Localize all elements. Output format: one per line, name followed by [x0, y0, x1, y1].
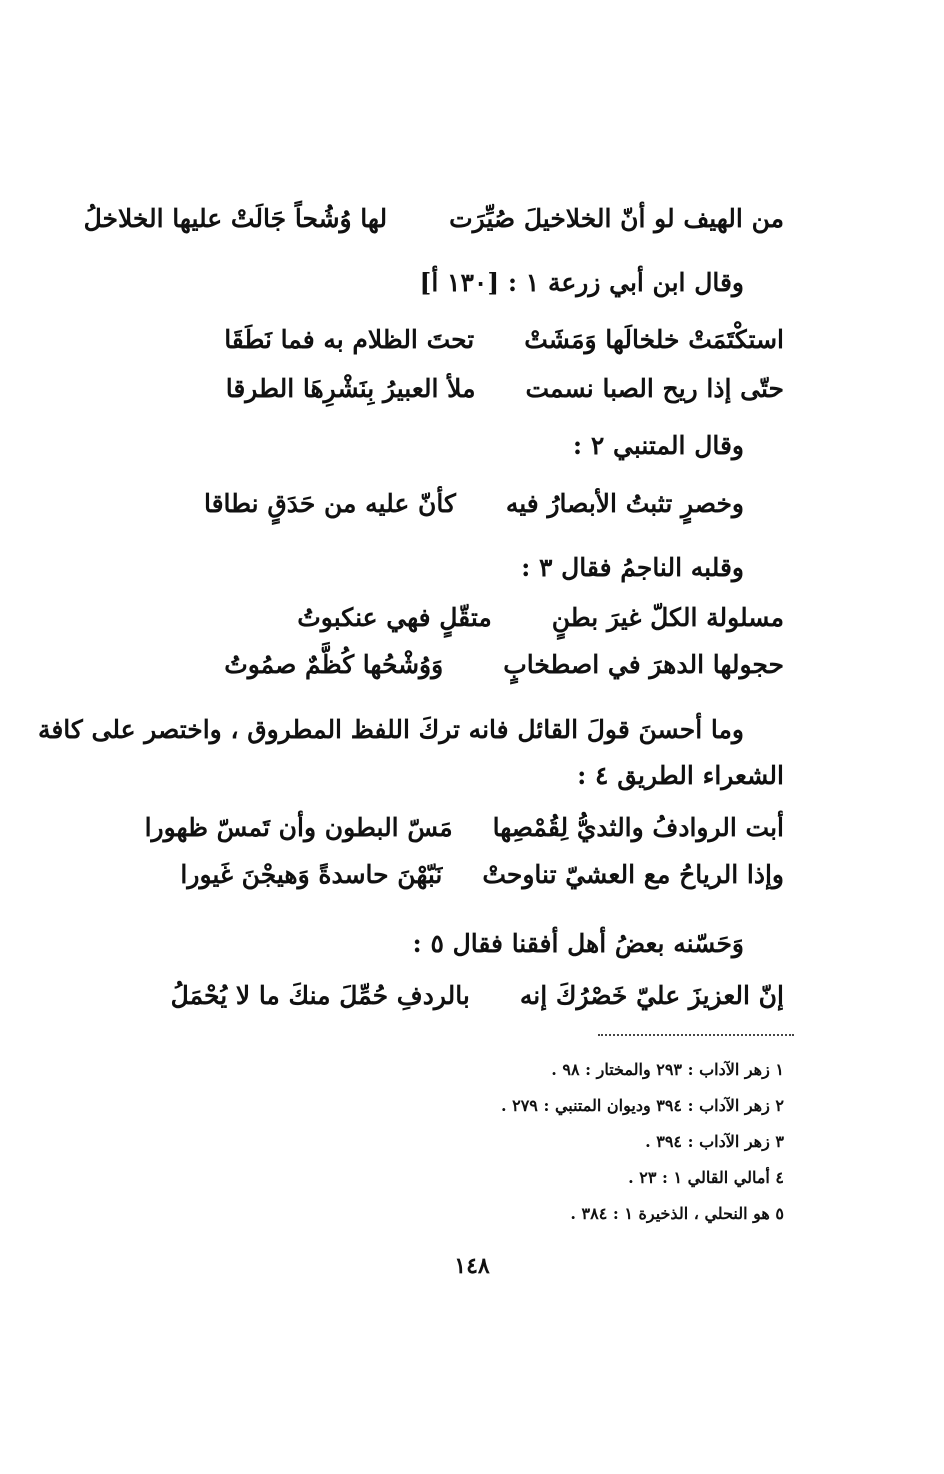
- verse-hemistich: متقّلٍ فهي عنكبوتُ: [297, 603, 492, 632]
- footnote: ١ زهر الآداب : ٢٩٣ والمختار : ٩٨ .: [551, 1060, 784, 1079]
- verse-hemistich: ملأ العبيرُ بِنَشْرِهَا الطرقا: [225, 374, 476, 403]
- verse-line: [204, 491, 744, 516]
- footnote: ٥ هو النحلي ، الذخيرة ١ : ٣٨٤ .: [570, 1204, 784, 1223]
- verse-hemistich: استكْتَمَتْ خلخالَها وَمَشَتْ: [524, 325, 784, 354]
- prose-line: الشعراء الطريق ٤ :: [577, 761, 784, 790]
- verse-hemistich: بالردفِ حُمِّلَ منكَ ما لا يُحْمَلُ: [170, 981, 470, 1010]
- verse-hemistich: كأنّ عليه من حَدَقٍ نطاقا: [203, 489, 456, 518]
- verse-line: [297, 605, 784, 630]
- prose-line: وما أحسنَ قولَ القائل فانه تركَ اللفظ المطروق ، واختصر على كافة: [37, 715, 744, 744]
- verse-hemistich: إنّ العزيزَ عليّ خَصْرُكَ إنه: [519, 981, 784, 1010]
- verse-hemistich: وَوُشْحُها كُظَّمٌ صمُوتُ: [224, 650, 444, 679]
- verse-hemistich: حجولها الدهرَ في اصطخابٍ: [503, 650, 784, 679]
- verse-line: [171, 983, 784, 1008]
- verse-hemistich: تحتَ الظلام به فما نَطَقَا: [224, 325, 475, 354]
- verse-line: [224, 652, 784, 677]
- verse-hemistich: نَبّهْنَ حاسدةً وَهيجْنَ غَيورا: [180, 860, 443, 889]
- verse-line: [224, 327, 784, 352]
- attribution-line: وقال ابن أبي زرعة ١ : [١٣٠ أ]: [419, 268, 744, 297]
- attribution-line: وقلبه الناجمُ فقال ٣ :: [521, 553, 744, 582]
- verse-line: [145, 815, 784, 840]
- verse-line: [84, 206, 784, 231]
- page-number: ١٤٨: [454, 1253, 490, 1279]
- verse-line: [226, 376, 784, 401]
- footnote-divider: [598, 1034, 794, 1036]
- verse-hemistich: أبت الروادفُ والثديُّ لِقُمْصِها: [492, 813, 784, 842]
- attribution-line: وَحَسّنه بعضُ أهل أفقنا فقال ٥ :: [412, 929, 744, 958]
- verse-hemistich: وخصرٍ تثبتُ الأبصارُ فيه: [505, 489, 744, 518]
- attribution-line: وقال المتنبي ٢ :: [572, 431, 744, 460]
- verse-hemistich: مسلولة الكلّ غيرَ بطنٍ: [551, 603, 784, 632]
- footnote: ٤ أمالي القالي ١ : ٢٣ .: [628, 1168, 784, 1187]
- verse-hemistich: لها وُشُحاً جَالَتْ عليها الخلاخلُ: [83, 204, 388, 233]
- footnote: ٣ زهر الآداب : ٣٩٤ .: [645, 1132, 784, 1151]
- verse-line: [180, 862, 784, 887]
- verse-hemistich: من الهيف لو أنّ الخلاخيلَ صُيِّرَت: [449, 204, 784, 233]
- footnote: ٢ زهر الآداب : ٣٩٤ وديوان المتنبي : ٢٧٩ .: [500, 1096, 784, 1115]
- verse-hemistich: مَسّ البطون وأن تَمسّ ظهورا: [144, 813, 453, 842]
- verse-hemistich: وإذا الرياحُ مع العشيّ تناوحتْ: [482, 860, 784, 889]
- verse-hemistich: حتّى إذا ريح الصبا نسمت: [525, 374, 784, 403]
